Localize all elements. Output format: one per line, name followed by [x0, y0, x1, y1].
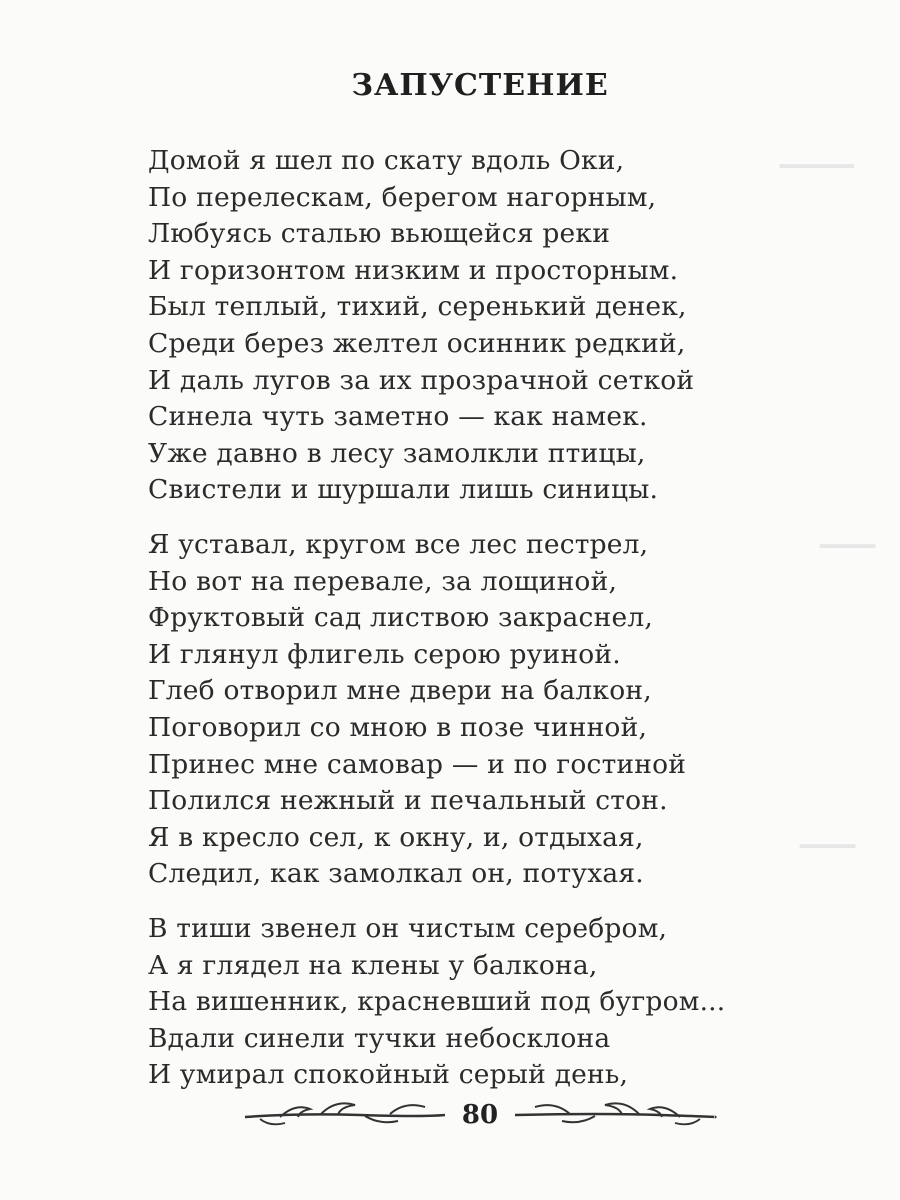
poem-line: Но вот на перевале, за лощиной, [148, 565, 618, 597]
poem-line: Домой я шел по скату вдоль Оки, [148, 145, 625, 176]
poem-line: На вишенник, красневший под бугром... [148, 986, 726, 1018]
poem-line: В тиши звенел он чистым серебром, [148, 913, 668, 944]
poem-line: Любуясь сталью вьющейся реки [148, 218, 611, 250]
poem-line: Принес мне самовар — и по гостиной [148, 748, 687, 780]
poem-title: ЗАПУСТЕНИЕ [351, 68, 609, 103]
poem-line: Полился нежный и печальный стон. [148, 785, 668, 817]
stanza-1 [148, 143, 694, 509]
poem-line: Среди берез желтел осинник редкий, [148, 327, 686, 359]
poem-line: И глянул флигель серою руиной. [148, 638, 621, 670]
poem-line: Следил, как замолкал он, потухая. [148, 858, 644, 890]
bleed-through-mark: ▁▁▁ [800, 820, 856, 848]
poem-line: И умирал спокойный серый день, [148, 1059, 629, 1091]
poem-line: Фруктовый сад листвою закраснел, [148, 602, 653, 634]
stanza-3 [148, 911, 725, 1094]
poem-line: По перелескам, берегом нагорным, [148, 181, 657, 213]
poem-line: Уже давно в лесу замолкли птицы, [148, 437, 646, 469]
poem-line: Я уставал, кругом все лес пестрел, [148, 529, 649, 560]
stanza-2 [148, 527, 686, 893]
poem-line: Был теплый, тихий, серенький денек, [148, 291, 687, 323]
bleed-through-mark: ▁▁▁ [820, 520, 876, 548]
poem-line: Поговорил со мною в позе чинной, [148, 711, 648, 743]
poem-line: Я в кресло сел, к окну, и, отдыхая, [148, 821, 644, 853]
poem-line: И даль лугов за их прозрачной сеткой [148, 364, 695, 396]
poem-line: Вдали синели тучки небосклона [148, 1022, 611, 1054]
bleed-through-mark: ▁▁▁▁ [780, 140, 854, 168]
poem-line: Синела чуть заметно — как намек. [148, 401, 648, 433]
poem-line: А я глядел на клены у балкона, [148, 949, 598, 981]
poem-line: Глеб отворил мне двери на балкон, [148, 675, 652, 707]
poem-line: Свистели и шуршали лишь синицы. [148, 474, 659, 506]
poem-line: И горизонтом низким и просторным. [148, 254, 679, 286]
page-number: 80 [461, 1100, 499, 1130]
